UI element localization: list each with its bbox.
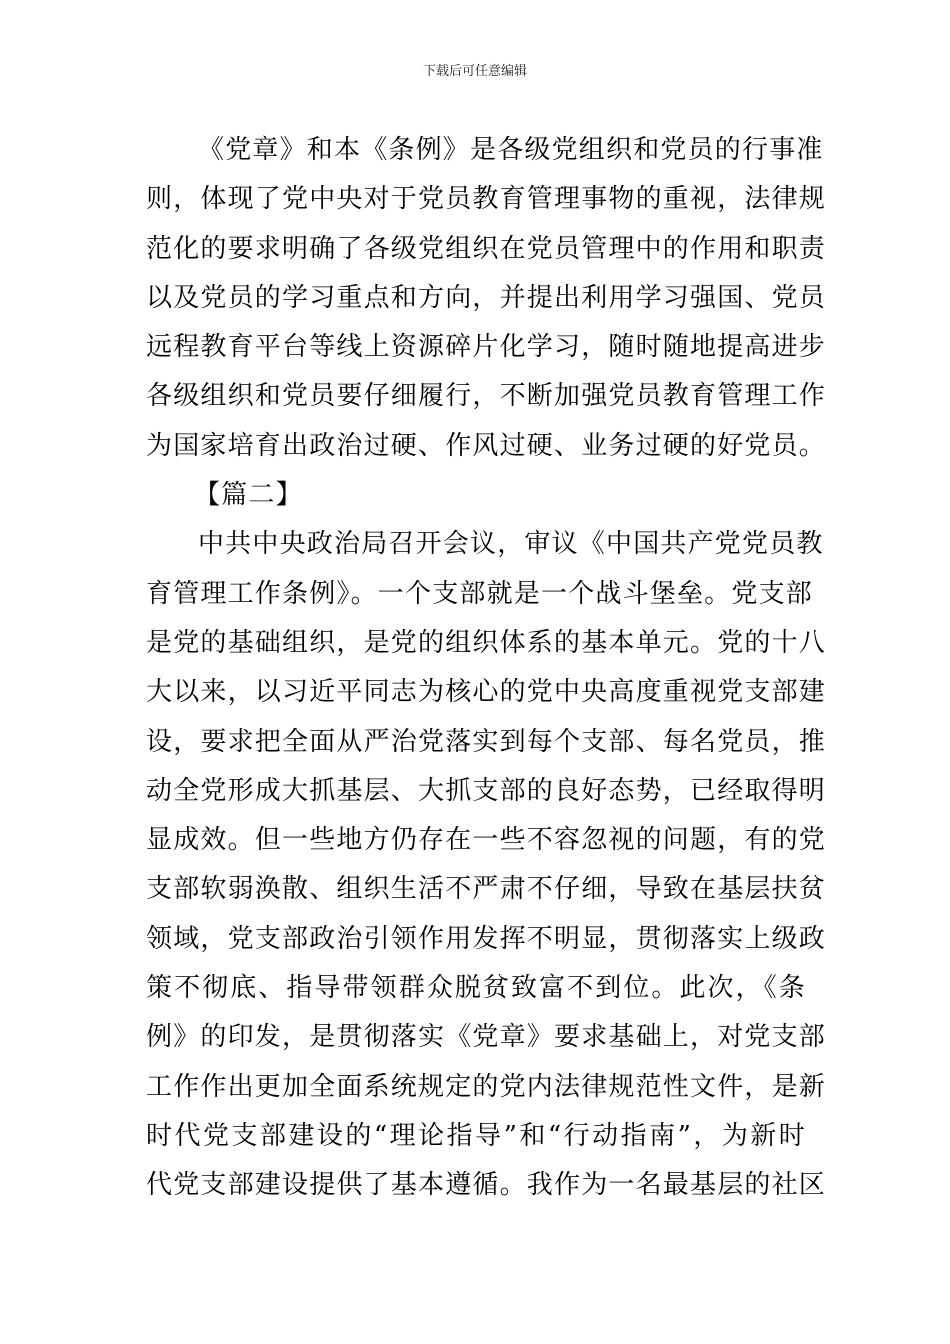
text-line: 远程教育平台等线上资源碎片化学习，随时随地提高进步 [146,332,827,363]
text-line: 代党支部建设提供了基本遵循。我作为一名最基层的社区 [146,1170,827,1201]
text-line: 动全党形成大抓基层、大抓支部的良好态势，已经取得明 [146,775,827,806]
paragraph-2 [146,520,827,1210]
text-line: 领域，党支部政治引领作用发挥不明显，贯彻落实上级政 [146,923,827,954]
text-line: 显成效。但一些地方仍存在一些不容忽视的问题，有的党 [146,825,827,856]
text-line: 各级组织和党员要仔细履行，不断加强党员教育管理工作 [146,381,827,412]
text-line: 是党的基础组织，是党的组织体系的基本单元。党的十八 [146,627,827,658]
text-line: 《党章》和本《条例》是各级党组织和党员的行事准 [198,135,824,165]
document-body [146,126,827,1211]
text-line: 设，要求把全面从严治党落实到每个支部、每名党员，推 [146,726,827,757]
text-line: 大以来，以习近平同志为核心的党中央高度重视党支部建 [146,677,827,708]
section-heading: 【篇二】 [194,480,303,511]
text-line: 支部软弱涣散、组织生活不严肃不仔细，导致在基层扶贫 [146,874,827,905]
text-line: 为国家培育出政治过硬、作风过硬、业务过硬的好党员。 [146,430,827,461]
text-line: 工作作出更加全面系统规定的党内法律规范性文件，是新 [146,1071,827,1102]
page-header: 下载后可任意编辑 [422,64,527,79]
text-line: 时代党支部建设的“理论指导”和“行动指南”，为新时 [146,1120,806,1151]
text-line: 中共中央政治局召开会议，审议《中国共产党党员教 [198,529,824,560]
text-line: 例》的印发，是贯彻落实《党章》要求基础上，对党支部 [146,1022,827,1053]
paragraph-1 [146,126,827,471]
text-line: 育管理工作条例》。一个支部就是一个战斗堡垒。党支部 [146,578,814,609]
text-line: 则，体现了党中央对于党员教育管理事物的重视，法律规 [146,184,827,215]
text-line: 范化的要求明确了各级党组织在党员管理中的作用和职责 [146,233,827,264]
text-line: 以及党员的学习重点和方向，并提出利用学习强国、党员 [146,282,827,313]
text-line: 策不彻底、指导带领群众脱贫致富不到位。此次，《条 [146,973,806,1004]
